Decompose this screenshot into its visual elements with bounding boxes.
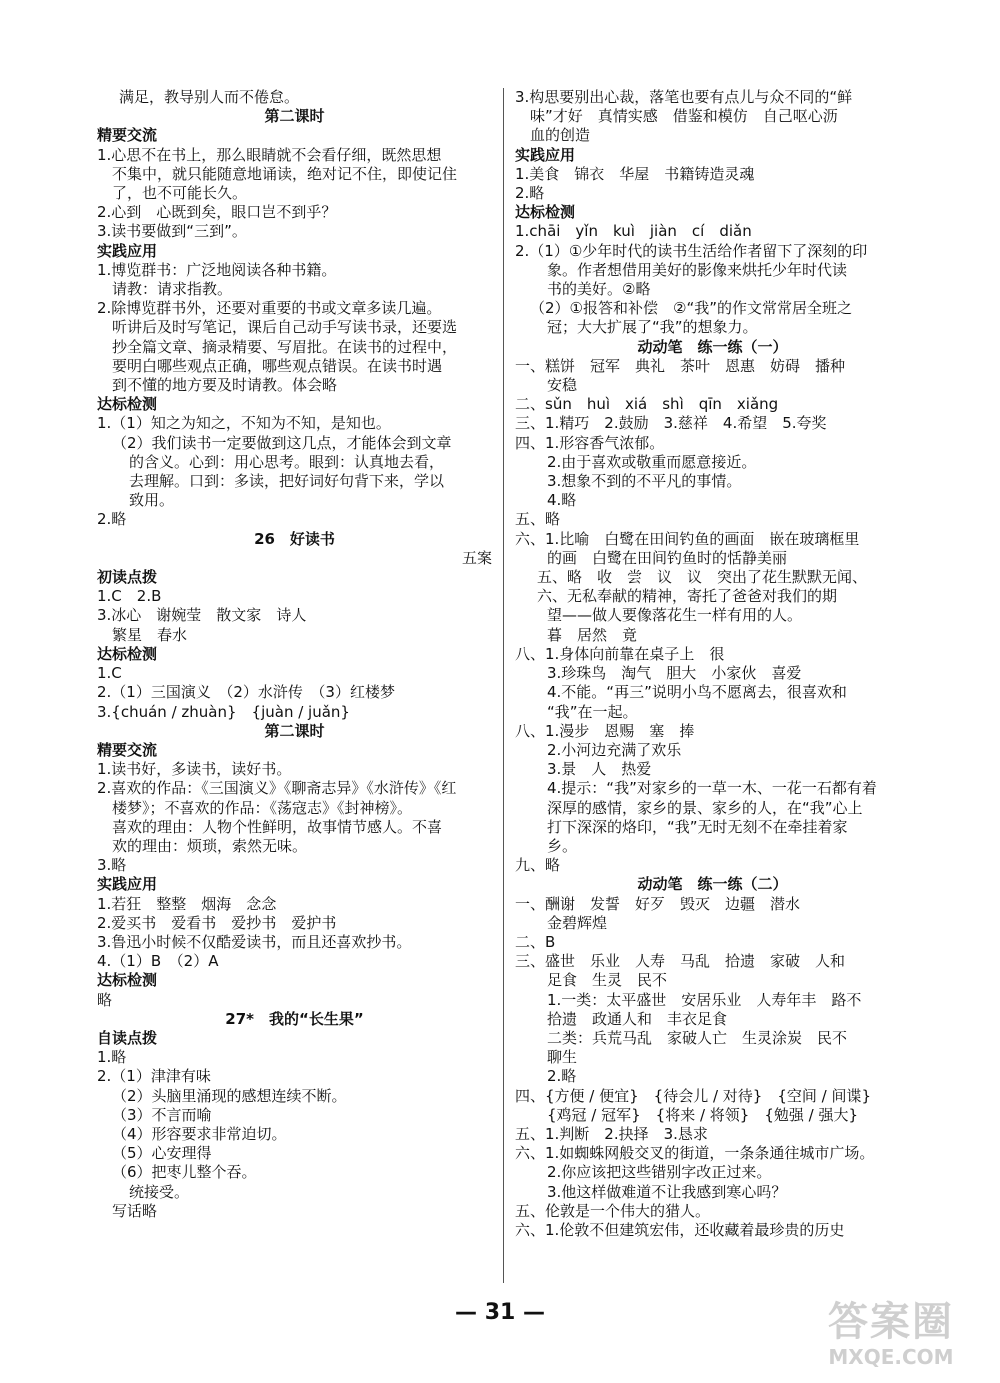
- answer-line: 4.提示：“我”对家乡的一草一木、一花一石都有着: [547, 779, 877, 798]
- answer-line: 2.略: [515, 184, 545, 203]
- answer-line: 3.冰心 谢婉莹 散文家 诗人: [97, 606, 307, 625]
- answer-line: 二类：兵荒马乱 家破人亡 生灵涂炭 民不: [547, 1028, 848, 1047]
- watermark-logo: 答案圈 MXQE.COM: [828, 1299, 954, 1369]
- answer-line: 致用。: [129, 491, 175, 510]
- answer-line: 要明白哪些观点正确，哪些观点错误。在读书时遇: [112, 356, 443, 375]
- answer-line: 3.构思要别出心裁，落笔也要有点儿与众不同的“鲜: [515, 88, 853, 106]
- answer-line: （3）不言而喻: [112, 1105, 212, 1124]
- answer-line: 2.（1）津津有味: [97, 1067, 211, 1086]
- answer-line: 抄全篇文章、摘录精要、写眉批。在读书的过程中，: [112, 337, 458, 356]
- section-heading: 实践应用: [97, 875, 158, 894]
- answer-line: 4.略: [547, 491, 577, 510]
- answer-line: 冠；大大扩展了“我”的想象力。: [547, 318, 758, 337]
- answer-line: 象。作者想借用美好的影像来烘托少年时代读: [547, 260, 848, 279]
- answer-line: 3.略: [97, 856, 127, 875]
- answer-line: 2.心到 心既到矣，眼口岂不到乎？: [97, 203, 337, 222]
- answer-line: 繁星 春水: [112, 625, 188, 644]
- answer-line: 3.景 人 热爱: [547, 760, 652, 779]
- section-heading: 达标检测: [97, 395, 158, 414]
- answer-line: 2.除博览群书外，还要对重要的书或文章多读几遍。: [97, 299, 442, 318]
- lesson-title: 第二课时: [264, 721, 325, 740]
- section-heading: 自读点拨: [97, 1028, 158, 1047]
- answer-line: 1.C: [97, 664, 122, 683]
- answer-line: 1.一类：太平盛世 安居乐业 人寿年丰 路不: [547, 990, 862, 1009]
- answer-line: 足食 生灵 民不: [547, 971, 668, 990]
- answer-line: 3.珍珠鸟 淘气 胆大 小家伙 喜爱: [547, 664, 802, 683]
- answer-line: 1.心思不在书上，那么眼睛就不会看仔细，既然思想: [97, 145, 442, 164]
- answer-line: 九、略: [515, 856, 561, 875]
- answer-line: 的画 白鹭在田间钓鱼时的恬静美丽: [547, 548, 788, 567]
- answer-line: 去理解。口到：多读，把好词好句背下来，学以: [129, 472, 445, 491]
- answer-line: 2.爱买书 爱看书 爱抄书 爱护书: [97, 913, 337, 932]
- lesson-title: 第二课时: [264, 107, 325, 126]
- answer-line: （2）①报答和补偿 ②“我”的作文常常居全班之: [530, 299, 852, 318]
- answer-line: 打下深深的烙印，“我”无时无刻不在牵挂着家: [547, 817, 848, 836]
- answer-line: 请教：请求指教。: [112, 280, 233, 299]
- answer-line: 1.略: [97, 1048, 127, 1067]
- answer-line: 六、无私奉献的精神，寄托了爸爸对我们的期: [537, 587, 838, 606]
- answer-line: 的含义。心到：用心思考。眼到：认真地去看，: [129, 452, 445, 471]
- answer-line: 三、盛世 乐业 人寿 马乱 拾遗 家破 人和: [515, 952, 846, 971]
- lesson-title: 动动笔 练一练（一）: [637, 337, 788, 356]
- page-number: — 31 —: [455, 1300, 545, 1325]
- answer-line: 二、sǔn huì xiá shì qīn xiǎng: [515, 395, 779, 414]
- answer-line: 2.你应该把这些错别字改正过来。: [547, 1163, 772, 1182]
- answer-line: “我”在一起。: [547, 702, 638, 721]
- right-column: [515, 88, 910, 1240]
- answer-line: 暮 居然 竟: [547, 625, 638, 644]
- answer-line: 血的创造: [530, 126, 591, 145]
- answer-line: 不集中，就只能随意地诵读，绝对记不住，即使记住: [112, 164, 458, 183]
- answer-line: 八、1.漫步 恩赐 塞 捧: [515, 721, 695, 740]
- answer-line: 1.C 2.B: [97, 587, 162, 606]
- answer-line: （2）头脑里涌现的感想连续不断。: [112, 1086, 347, 1105]
- answer-line: 2.（1）三国演义 （2）水浒传 （3）红楼梦: [97, 683, 395, 702]
- answer-line: （2）我们读书一定要做到这几点，才能体会到文章: [112, 433, 452, 452]
- section-heading: 达标检测: [515, 203, 576, 222]
- answer-line: 五、1.判断 2.抉择 3.恳求: [515, 1124, 708, 1143]
- answer-line: 3.鲁迅小时候不仅酷爱读书，而且还喜欢抄书。: [97, 932, 412, 951]
- answer-line: 喜欢的理由：人物个性鲜明，故事情节感人。不喜: [112, 817, 443, 836]
- lesson-title: 27* 我的“长生果”: [225, 1009, 364, 1028]
- answer-line: 4.（1）B （2）A: [97, 952, 219, 971]
- answer-line: 满足，教导别人而不倦怠。: [119, 88, 300, 106]
- answer-line: 1.若狂 整整 烟海 念念: [97, 894, 277, 913]
- answer-line: 书的美好。②略: [547, 280, 651, 299]
- section-heading: 初读点拨: [97, 568, 158, 587]
- answer-line: 到不懂的地方要及时请教。体会略: [112, 376, 338, 395]
- column-divider: [503, 88, 504, 1283]
- answer-line: （6）把枣儿整个吞。: [112, 1163, 257, 1182]
- section-heading: 达标检测: [97, 971, 158, 990]
- answer-line: 聊生: [547, 1048, 578, 1067]
- answer-line: 听讲后及时写笔记，课后自己动手写读书录，还要选: [112, 318, 458, 337]
- answer-line: （4）形容要求非常迫切。: [112, 1124, 287, 1143]
- lesson-title: 动动笔 练一练（二）: [637, 875, 788, 894]
- answer-line: 六、1.伦敦不但建筑宏伟，还收藏着最珍贵的历史: [515, 1220, 845, 1239]
- answer-line: 金碧辉煌: [547, 913, 608, 932]
- answer-line: 四、1.形容香气浓郁。: [515, 433, 665, 452]
- answer-line: 了，也不可能长久。: [112, 184, 248, 203]
- answer-line: {鸡冠 / 冠军} {将来 / 将领} {勉强 / 强大}: [547, 1105, 859, 1124]
- answer-line: 写话略: [112, 1201, 158, 1220]
- left-column: [97, 88, 492, 1221]
- answer-line: 2.（1）①少年时代的读书生活给作者留下了深刻的印: [515, 241, 868, 260]
- answer-line: 1.读书好，多读书，读好书。: [97, 760, 292, 779]
- answer-line: 3.他这样做难道不让我感到寒心吗？: [547, 1182, 787, 1201]
- answer-line: 3.想象不到的不平凡的事情。: [547, 472, 742, 491]
- section-heading: 实践应用: [97, 241, 158, 260]
- answer-line: 安稳: [547, 376, 578, 395]
- answer-line: 五、略 收 尝 议 议 突出了花生默默无闻、: [537, 568, 868, 587]
- answer-line: 二、B: [515, 932, 556, 951]
- answer-line: 1.（1）知之为知之，不知为不知，是知也。: [97, 414, 391, 433]
- answer-line: 一、酬谢 发誓 好歹 毁灭 边疆 潜水: [515, 894, 801, 913]
- section-heading: 精要交流: [97, 126, 158, 145]
- answer-line: 四、{方便 / 便宜} {待会儿 / 对待} {空间 / 间谍}: [515, 1086, 872, 1105]
- answer-line: 八、1.身体向前靠在桌子上 很: [515, 644, 725, 663]
- answer-line: 2.喜欢的作品：《三国演义》《聊斋志异》《水浒传》《红: [97, 779, 457, 798]
- answer-line: 略: [97, 990, 113, 1009]
- answer-line: 1.chāi yǐn kuì jiàn cí diǎn: [515, 222, 752, 241]
- answer-line: 2.略: [547, 1067, 577, 1086]
- answer-line: 统接受。: [129, 1182, 190, 1201]
- section-heading: 达标检测: [97, 644, 158, 663]
- answer-line: 味”才好 真情实感 借鉴和模仿 自己呕心沥: [530, 107, 838, 126]
- answer-line: 深厚的感情，家乡的景、家乡的人，在“我”心上: [547, 798, 863, 817]
- answer-line: 欢的理由：烦琐，索然无味。: [112, 836, 308, 855]
- lesson-title: 26 好读书: [254, 529, 335, 548]
- answer-line: 3.{chuán / zhuàn} {juàn / juǎn}: [97, 702, 350, 721]
- answer-line: 六、1.比喻 白鹭在田间钓鱼的画面 嵌在玻璃框里: [515, 529, 860, 548]
- answer-line: 五、略: [515, 510, 561, 529]
- answer-line: 2.略: [97, 510, 127, 529]
- answer-line: 乡。: [547, 836, 578, 855]
- answer-line: 三、1.精巧 2.鼓励 3.慈祥 4.希望 5.夸奖: [515, 414, 827, 433]
- answer-line: 1.博览群书：广泛地阅读各种书籍。: [97, 260, 337, 279]
- answer-line: 五案: [461, 548, 492, 567]
- answer-line: 2.由于喜欢或敬重而愿意接近。: [547, 452, 757, 471]
- answer-line: 1.美食 锦衣 华屋 书籍铸造灵魂: [515, 164, 755, 183]
- answer-line: 望——做人要像落花生一样有用的人。: [547, 606, 803, 625]
- answer-line: 2.小河边充满了欢乐: [547, 740, 682, 759]
- section-heading: 精要交流: [97, 740, 158, 759]
- answer-line: 一、糕饼 冠军 典礼 茶叶 恩惠 妨碍 播种: [515, 356, 846, 375]
- answer-line: 4.不能。“再三”说明小鸟不愿离去，很喜欢和: [547, 683, 847, 702]
- answer-line: 3.读书要做到“三到”。: [97, 222, 247, 241]
- answer-line: 六、1.如蜘蛛网般交叉的街道，一条条通往城市广场。: [515, 1144, 875, 1163]
- answer-line: 楼梦》；不喜欢的作品：《荡寇志》《封神榜》。: [112, 798, 413, 817]
- section-heading: 实践应用: [515, 145, 576, 164]
- answer-line: 五、伦敦是一个伟大的猎人。: [515, 1201, 711, 1220]
- answer-line: （5）心安理得: [112, 1144, 212, 1163]
- answer-line: 拾遗 政通人和 丰衣足食: [547, 1009, 728, 1028]
